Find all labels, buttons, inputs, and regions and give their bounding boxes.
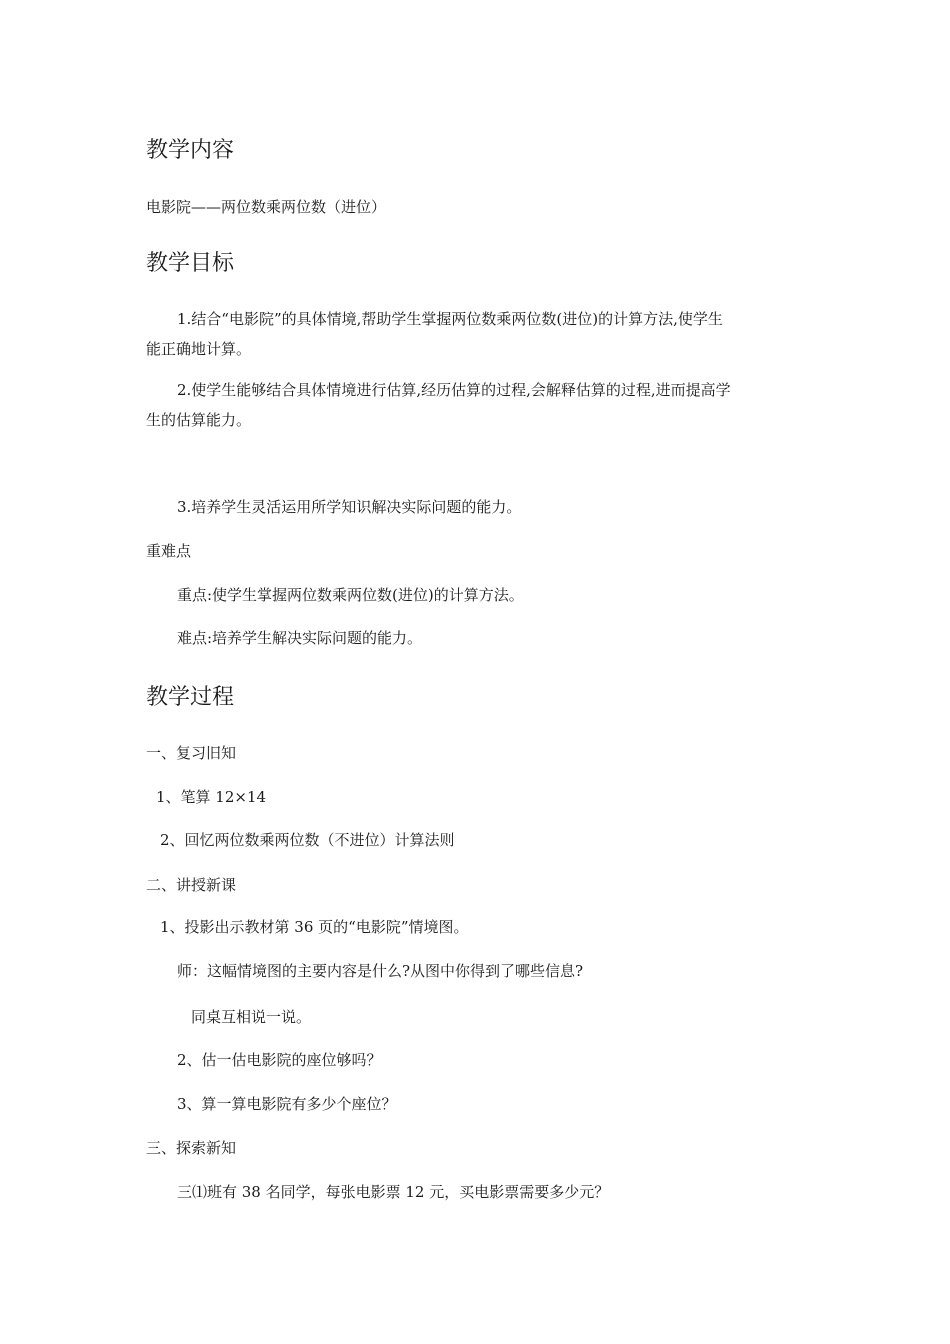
review-heading: 一、复习旧知 xyxy=(146,744,237,762)
keypoint-key: 重点:使学生掌握两位数乘两位数(进位)的计算方法。 xyxy=(177,586,524,604)
teach-item-1: 1、投影出示教材第 36 页的“电影院”情境图。 xyxy=(160,918,469,936)
teach-item-2: 2、估一估电影院的座位够吗？ xyxy=(177,1051,382,1069)
review-item-2: 2、回忆两位数乘两位数（不进位）计算法则 xyxy=(160,831,455,849)
teach-discuss: 同桌互相说一说。 xyxy=(191,1008,312,1026)
goal-1-line-2: 能正确地计算。 xyxy=(146,340,252,358)
teach-item-3: 3、算一算电影院有多少个座位？ xyxy=(177,1095,397,1113)
teach-heading: 二、讲授新课 xyxy=(146,876,237,894)
goal-2-line-1: 2.使学生能够结合具体情境进行估算,经历估算的过程,会解释估算的过程,进而提高学 xyxy=(177,381,731,399)
keypoint-difficult: 难点:培养学生解决实际问题的能力。 xyxy=(177,629,423,647)
content-text: 电影院——两位数乘两位数（进位） xyxy=(146,198,387,216)
goals-heading: 教学目标 xyxy=(146,251,235,276)
goal-2-line-2: 生的估算能力。 xyxy=(146,411,252,429)
explore-problem: 三⑴班有 38 名同学，每张电影票 12 元，买电影票需要多少元？ xyxy=(177,1183,610,1201)
process-heading: 教学过程 xyxy=(146,685,235,710)
content-heading: 教学内容 xyxy=(146,138,235,163)
review-item-1: 1、笔算 12×14 xyxy=(156,788,267,806)
explore-heading: 三、探索新知 xyxy=(146,1139,237,1157)
keypoints-heading: 重难点 xyxy=(146,542,192,560)
goal-3: 3.培养学生灵活运用所学知识解决实际问题的能力。 xyxy=(177,498,522,516)
teach-teacher-question: 师：这幅情境图的主要内容是什么?从图中你得到了哪些信息? xyxy=(177,962,584,980)
goal-1-line-1: 1.结合“电影院”的具体情境,帮助学生掌握两位数乘两位数(进位)的计算方法,使学生 xyxy=(177,310,723,328)
